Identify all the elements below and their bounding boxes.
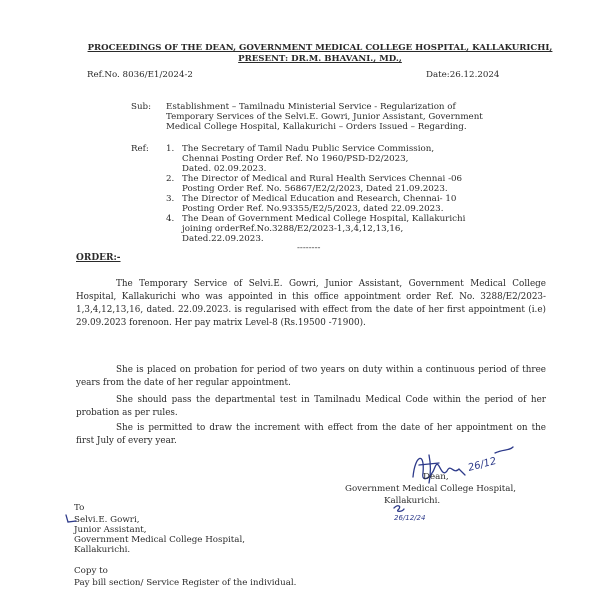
- header-line-2: PRESENT: DR.M. BHAVANI., MD.,: [238, 54, 402, 64]
- subject-line: Temporary Services of the Selvi.E. Gowri, Junior Assistant, Government: [166, 112, 483, 122]
- reference-item-line: The Dean of Government Medical College Hospital, Kallakurichi: [182, 214, 466, 224]
- subject-line: Medical College Hospital, Kallakurichi – Orders Issued – Regarding.: [166, 122, 467, 132]
- reference-item-number: 3.: [166, 194, 175, 204]
- reference-item-line: Dated.22.09.2023.: [182, 234, 264, 244]
- reference-separator: --------: [297, 243, 321, 253]
- reference-item: [166, 174, 465, 194]
- to-address: [74, 515, 245, 555]
- signature-title: Dean,: [423, 472, 449, 482]
- reference-item-line: Posting Order Ref. No.93355/E2/5/2023, dated 22.09.2023.: [182, 204, 444, 214]
- subject-text: [166, 102, 483, 132]
- proceedings-header: [60, 43, 580, 65]
- signature-line-2: Kallakurichi.: [384, 496, 441, 506]
- reference-item: [166, 194, 465, 214]
- to-address-line: Kallakurichi.: [74, 545, 131, 555]
- copy-to-label: Copy to: [74, 566, 108, 576]
- initial-mark: [388, 502, 458, 522]
- tick-mark-icon: [64, 513, 78, 525]
- reference-item: [166, 144, 465, 174]
- reference-item-line: joining orderRef.No.3288/E2/2023-1,3,4,12,13,16,: [182, 224, 404, 234]
- header-line-1: PROCEEDINGS OF THE DEAN, GOVERNMENT MEDICAL COLLEGE HOSPITAL, KALLAKURICHI,: [87, 43, 553, 53]
- reference-item-number: 1.: [166, 144, 175, 154]
- dean-signature: [395, 445, 535, 487]
- copy-to-line: Pay bill section/ Service Register of the individual.: [74, 578, 297, 588]
- reference-item-number: 2.: [166, 174, 175, 184]
- to-label: To: [74, 503, 85, 513]
- reference-item-number: 4.: [166, 214, 175, 224]
- reference-label: Ref:: [131, 144, 149, 154]
- reference-item-line: Chennai Posting Order Ref. No 1960/PSD-D2/2023,: [182, 154, 409, 164]
- reference-item-line: The Director of Medical and Rural Health Services Chennai -06: [182, 174, 463, 184]
- order-paragraph: She is permitted to draw the increment with effect from the date of her appointment on the first July of every year.: [76, 423, 546, 446]
- reference-item: [166, 214, 465, 244]
- order-paragraph: The Temporary Service of Selvi.E. Gowri, Junior Assistant, Government Medical College Hospital, Kallakurichi who was appointed in this office appointment order Ref. No. 3288/E2/2023-1,3,4,12,13,16, dated. 22.09.2023. is regularised with effect from the date of her first appointment (i.e) 29.09.2023 forenoon. Her pay matrix Level-8 (Rs.19500 -71900).: [76, 279, 546, 328]
- reference-item-line: Dated. 02.09.2023.: [182, 164, 267, 174]
- to-address-line: Government Medical College Hospital,: [74, 535, 246, 545]
- reference-item-line: The Director of Medical Education and Research, Chennai- 10: [182, 194, 457, 204]
- reference-number: Ref.No. 8036/E1/2024-2: [87, 70, 193, 80]
- signature-date-top: 26/12: [466, 455, 498, 474]
- reference-item-line: The Secretary of Tamil Nadu Public Service Commission,: [182, 144, 435, 154]
- order-date: Date:26.12.2024: [426, 70, 500, 80]
- initial-date: 26/12/24: [394, 514, 426, 522]
- order-paragraph: She should pass the departmental test in Tamilnadu Medical Code within the period of her probation as per rules.: [76, 395, 546, 418]
- reference-list: [166, 144, 465, 244]
- order-paragraph: She is placed on probation for period of two years on duty within a continuous period of three years from the date of her regular appointment.: [76, 365, 546, 388]
- subject-label: Sub:: [131, 102, 152, 112]
- to-address-line: Selvi.E. Gowri,: [74, 515, 140, 525]
- reference-item-line: Posting Order Ref. No. 56867/E2/2/2023, Dated 21.09.2023.: [182, 184, 448, 194]
- order-heading: ORDER:-: [76, 253, 121, 263]
- to-address-line: Junior Assistant,: [74, 525, 147, 535]
- signature-line-1: Government Medical College Hospital,: [345, 484, 517, 494]
- subject-line: Establishment – Tamilnadu Ministerial Service - Regularization of: [166, 102, 456, 112]
